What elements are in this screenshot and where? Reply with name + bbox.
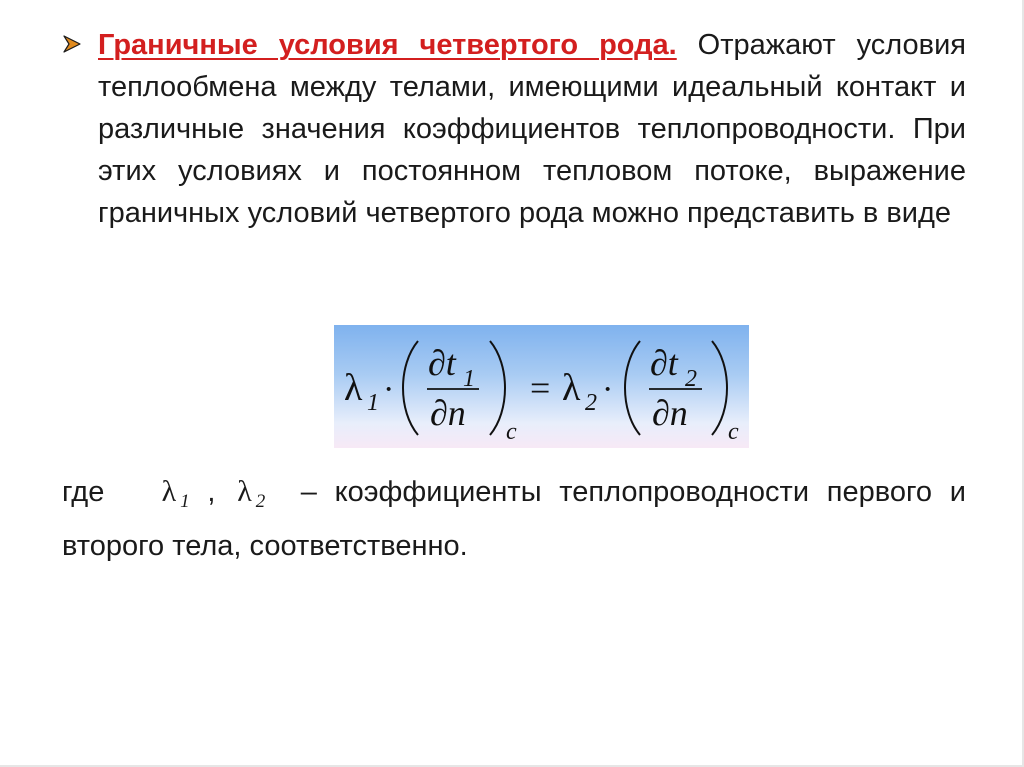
formula-numerator-2: ∂t bbox=[650, 343, 678, 383]
section-heading: Граничные условия четвертого рода. bbox=[98, 29, 677, 61]
paren-right-1 bbox=[490, 341, 505, 435]
paren-left-2 bbox=[625, 341, 640, 435]
where-description: – коэффициенты теплопроводности первого и второго тела, соответственно. bbox=[62, 476, 966, 562]
formula-dot-2: · bbox=[602, 371, 614, 408]
formula-lambda-2: λ bbox=[562, 367, 581, 409]
formula-dot-1: · bbox=[383, 371, 395, 408]
bullet-body-text: Отражают условия теплообмена между телами, имеющими идеальный контакт и различные значения коэффициентов теплопроводности. При этих условиях и постоянном тепловом потоке, выражение граничных условий четвертого рода можно представить в виде bbox=[98, 29, 966, 229]
formula-index-2: 2 bbox=[585, 390, 597, 416]
formula-numerator-index-1: 1 bbox=[463, 366, 475, 392]
where-separator: , bbox=[207, 476, 216, 508]
formula-box bbox=[334, 325, 749, 448]
formula-denominator-2: ∂n bbox=[652, 393, 688, 433]
formula-lambda-1: λ bbox=[344, 367, 363, 409]
formula-numerator-1: ∂t bbox=[428, 343, 456, 383]
where-index-1: 1 bbox=[180, 491, 190, 512]
formula-denominator-1: ∂n bbox=[430, 393, 466, 433]
formula-subscript-c-1: c bbox=[506, 419, 517, 445]
formula-equals: = bbox=[530, 368, 551, 408]
formula-index-1: 1 bbox=[367, 390, 379, 416]
where-index-2: 2 bbox=[255, 491, 266, 512]
paren-right-2 bbox=[712, 341, 727, 435]
formula-subscript-c-2: c bbox=[728, 419, 739, 445]
arrow-bullet-icon bbox=[62, 33, 84, 55]
bullet-paragraph bbox=[98, 24, 966, 234]
boundary-condition-formula bbox=[334, 325, 749, 448]
paren-left-1 bbox=[403, 341, 418, 435]
where-lambda-1: λ bbox=[161, 475, 177, 508]
formula-numerator-index-2: 2 bbox=[685, 366, 697, 392]
where-prefix: где bbox=[62, 476, 105, 508]
where-paragraph bbox=[62, 470, 966, 568]
bullet-item bbox=[62, 24, 966, 234]
where-lambda-2: λ bbox=[237, 475, 252, 508]
